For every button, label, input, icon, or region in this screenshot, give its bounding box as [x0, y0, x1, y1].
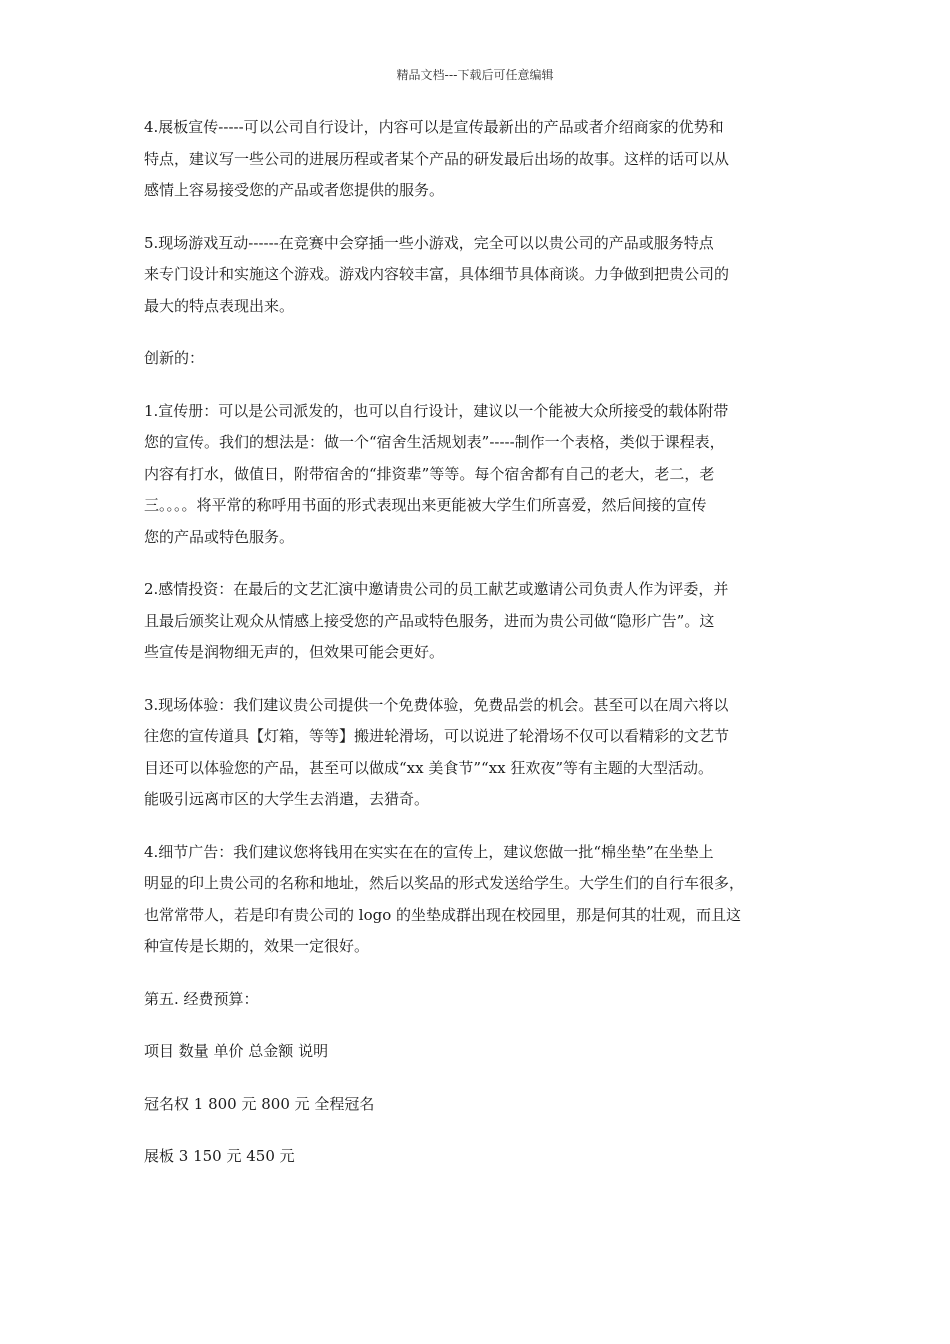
text-line: 往您的宣传道具【灯箱，等等】搬进轮滑场，可以说进了轮滑场不仅可以看精彩的文艺节: [144, 727, 730, 745]
text-line: 目还可以体验您的产品，甚至可以做成“xx 美食节”“xx 狂欢夜”等有主题的大型活动。: [144, 758, 714, 777]
text-line: 也常常带人，若是印有贵公司的 logo 的坐垫成群出现在校园里，那是何其的壮观，而且这: [144, 905, 742, 924]
paragraph: [144, 837, 824, 963]
text-line: 内容有打水，做值日，附带宿舍的“排资辈”等等。每个宿舍都有自己的老大，老二，老: [144, 464, 715, 483]
text-line: 感情上容易接受您的产品或者您提供的服务。: [144, 181, 445, 199]
paragraph: [144, 984, 824, 1016]
text-line: 创新的：: [144, 349, 205, 367]
text-line: 第五. 经费预算：: [144, 989, 259, 1008]
text-line: 最大的特点表现出来。: [144, 296, 295, 315]
text-line: 4.展板宣传-----可以公司自行设计，内容可以是宣传最新出的产品或者介绍商家的优势和: [144, 118, 724, 136]
text-line: 展板 3 150 元 450 元: [144, 1147, 295, 1165]
paragraph: [144, 396, 824, 554]
text-line: 2.感情投资：在最后的文艺汇演中邀请贵公司的员工献艺或邀请公司负责人作为评委，并: [144, 580, 729, 598]
text-line: 5.现场游戏互动------在竞赛中会穿插一些小游戏，完全可以以贵公司的产品或服务特点: [144, 233, 714, 252]
text-line: 三。。。。将平常的称呼用书面的形式表现出来更能被大学生们所喜爱，然后间接的宣传: [144, 496, 707, 514]
text-line: 冠名权 1 800 元 800 元 全程冠名: [144, 1094, 375, 1113]
page-header: 精品文档---下载后可任意编辑: [396, 68, 554, 82]
text-line: 1.宣传册：可以是公司派发的，也可以自行设计，建议以一个能被大众所接受的载体附带: [144, 401, 729, 420]
text-line: 种宣传是长期的，效果一定很好。: [144, 937, 370, 955]
text-line: 些宣传是润物细无声的，但效果可能会更好。: [144, 643, 445, 661]
paragraph: [144, 112, 824, 207]
paragraph: [144, 228, 824, 323]
paragraph: [144, 690, 824, 816]
paragraph: [144, 574, 824, 669]
paragraph: [144, 1089, 824, 1121]
paragraph: [144, 1141, 824, 1173]
text-line: 您的宣传。我们的想法是：做一个“宿舍生活规划表”-----制作一个表格，类似于课程表，: [144, 433, 725, 451]
text-line: 明显的印上贵公司的名称和地址，然后以奖品的形式发送给学生。大学生们的自行车很多，: [144, 874, 745, 892]
paragraph: [144, 1036, 824, 1068]
text-line: 且最后颁奖让观众从情感上接受您的产品或特色服务，进而为贵公司做“隐形广告”。这: [144, 611, 715, 630]
text-line: 特点，建议写一些公司的进展历程或者某个产品的研发最后出场的故事。这样的话可以从: [144, 149, 730, 168]
text-line: 您的产品或特色服务。: [144, 527, 295, 546]
text-line: 3.现场体验：我们建议贵公司提供一个免费体验，免费品尝的机会。甚至可以在周六将以: [144, 695, 729, 714]
document-body: [144, 112, 824, 1194]
text-line: 项目 数量 单价 总金额 说明: [144, 1042, 329, 1060]
paragraph: [144, 343, 824, 375]
text-line: 能吸引远离市区的大学生去消遣，去猎奇。: [144, 790, 430, 808]
text-line: 4.细节广告：我们建议您将钱用在实实在在的宣传上，建议您做一批“棉坐垫”在坐垫上: [144, 842, 714, 861]
text-line: 来专门设计和实施这个游戏。游戏内容较丰富，具体细节具体商谈。力争做到把贵公司的: [144, 265, 730, 283]
